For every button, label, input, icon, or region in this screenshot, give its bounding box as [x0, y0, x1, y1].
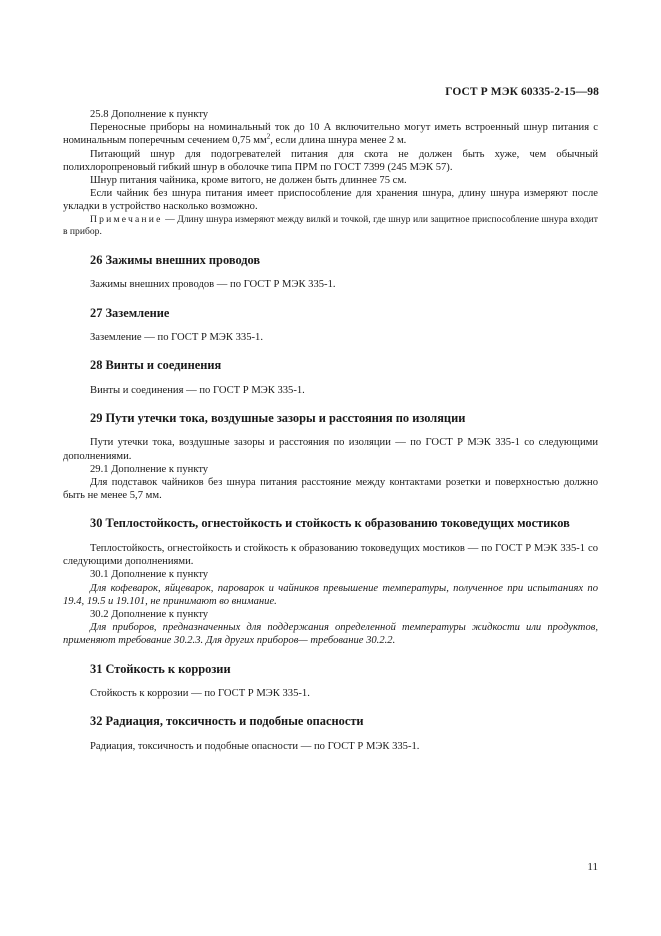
- superscript: 2: [266, 132, 271, 141]
- section-heading-30: 30 Теплостойкость, огнестойкость и стойкость к образованию токоведущих мостиков: [90, 516, 570, 531]
- note-text: — Длину шнура измеряют между вилкй и точкой, где шнур или защитное приспособление шнура входит в прибор.: [63, 213, 598, 238]
- italic-paragraph: Для приборов, предназначенных для поддержания определенной температуры жидкости или продуктов, применяют требование 30.2.3. Для других приборов— требование 30.2.2.: [63, 622, 598, 647]
- paragraph: Шнур питания чайника, кроме витого, не должен быть длиннее 75 см.: [90, 175, 407, 187]
- section-heading-31: 31 Стойкость к коррозии: [90, 661, 231, 676]
- paragraph: Теплостойкость, огнестойкость и стойкость к образованию токоведущих мостиков — по ГОСТ Р МЭК 335-1 со следующими дополнениями.: [63, 542, 598, 568]
- text-span: , если длина шнура менее 2 м.: [270, 135, 407, 147]
- section-heading-27: 27 Заземление: [90, 305, 170, 320]
- clause-30-2-title: 30.2 Дополнение к пункту: [90, 608, 209, 620]
- note-label: Примечание: [90, 213, 163, 225]
- paragraph: Пути утечки тока, воздушные зазоры и расстояния по изоляции — по ГОСТ Р МЭК 335-1 со следующими дополнениями.: [63, 437, 598, 462]
- section-25-8: [63, 108, 598, 239]
- section-heading-26: 26 Зажимы внешних проводов: [90, 252, 261, 267]
- page-content: [63, 108, 598, 753]
- paragraph: Заземление — по ГОСТ Р МЭК 335-1.: [90, 332, 263, 344]
- paragraph: Зажимы внешних проводов — по ГОСТ Р МЭК 335-1.: [90, 279, 336, 291]
- text-span: Переносные приборы на номинальный ток до 10 А включительно могут иметь встроенный шнур питания с номинальным поперечным сечением 0,75 мм: [63, 122, 598, 147]
- paragraph: Стойкость к коррозии — по ГОСТ Р МЭК 335-1.: [90, 688, 310, 700]
- clause-29-1-title: 29.1 Дополнение к пункту: [90, 463, 209, 475]
- section-heading-28: 28 Винты и соединения: [90, 358, 222, 373]
- paragraph: Винты и соединения — по ГОСТ Р МЭК 335-1.: [90, 384, 305, 396]
- paragraph: Если чайник без шнура питания имеет приспособление для хранения шнура, длину шнура измеряют после укладки в устройство насколько возможно.: [63, 188, 598, 213]
- page-number: 11: [587, 861, 598, 873]
- italic-paragraph: Для кофеварок, яйцеварок, пароварок и чайников превышение температуры, полученное при испытаниях по 19.4, 19.5 и 19.101, не принимают во внимание.: [63, 582, 598, 607]
- section-heading-29: 29 Пути утечки тока, воздушные зазоры и расстояния по изоляции: [90, 410, 466, 425]
- paragraph: Питающий шнур для подогревателей питания для скота не должен быть хуже, чем обычный полихлоропреновый гибкий шнур в оболочке типа ПРМ по ГОСТ 7399 (245 МЭК 57).: [63, 148, 598, 173]
- paragraph: Радиация, токсичность и подобные опасности — по ГОСТ Р МЭК 335-1.: [90, 740, 420, 752]
- paragraph: Для подставок чайников без шнура питания расстояние между контактами розетки и поверхностью должно быть не менее 5,7 мм.: [63, 477, 598, 502]
- clause-25-8-title: 25.8 Дополнение к пункту: [90, 109, 209, 120]
- paragraph: [63, 121, 598, 147]
- note: [63, 214, 598, 239]
- document-code-header: ГОСТ Р МЭК 60335-2-15—98: [445, 86, 599, 98]
- clause-30-1-title: 30.1 Дополнение к пункту: [90, 569, 209, 581]
- section-heading-32: 32 Радиация, токсичность и подобные опасности: [90, 714, 364, 729]
